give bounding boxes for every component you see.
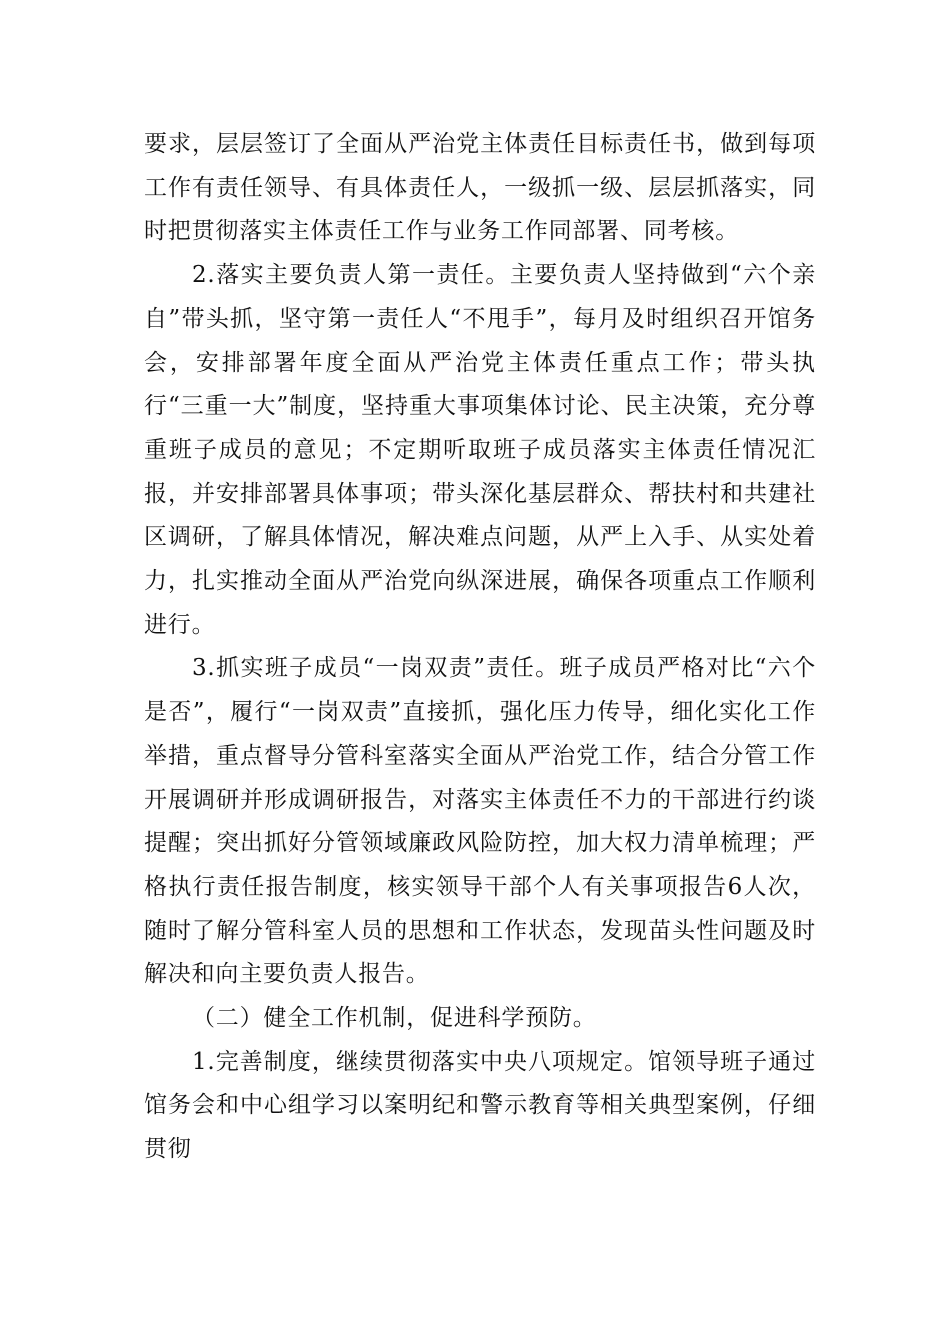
paragraph-item-3: 3.抓实班子成员“一岗双责”责任。班子成员严格对比“六个是否”，履行“一岗双责”直接抓，强化压力传导，细化实化工作举措，重点督导分管科室落实全面从严治党工作，结合分管工作开展调研并形成调研报告，对落实主体责任不力的干部进行约谈提醒；突出抓好分管领域廉政风险防控，加大权力清单梳理；严格执行责任报告制度，核实领导干部个人有关事项报告6人次，随时了解分管科室人员的思想和工作状态，发现苗头性问题及时解决和向主要负责人报告。: [144, 655, 816, 988]
section-heading: （二）健全工作机制，促进科学预防。: [192, 1005, 597, 1032]
paragraph-item-2: 2.落实主要负责人第一责任。主要负责人坚持做到“六个亲自”带头抓，坚守第一责任人“不甩手”，每月及时组织召开馆务会，安排部署年度全面从严治党主体责任重点工作；带头执行“三重一大”制度，坚持重大事项集体讨论、民主决策，充分尊重班子成员的意见；不定期听取班子成员落实主体责任情况汇报，并安排部署具体事项；带头深化基层群众、帮扶村和共建社区调研，了解具体情况，解决难点问题，从严上入手、从实处着力，扎实推动全面从严治党向纵深进展，确保各项重点工作顺利进行。: [144, 262, 816, 638]
document-body: [144, 123, 816, 1172]
paragraph-item-1: 1.完善制度，继续贯彻落实中央八项规定。馆领导班子通过馆务会和中心组学习以案明纪和警示教育等相关典型案例，仔细贯彻: [144, 1048, 816, 1163]
paragraph-continuation: 要求，层层签订了全面从严治党主体责任目标责任书，做到每项工作有责任领导、有具体责任人，一级抓一级、层层抓落实，同时把贯彻落实主体责任工作与业务工作同部署、同考核。: [144, 131, 816, 245]
